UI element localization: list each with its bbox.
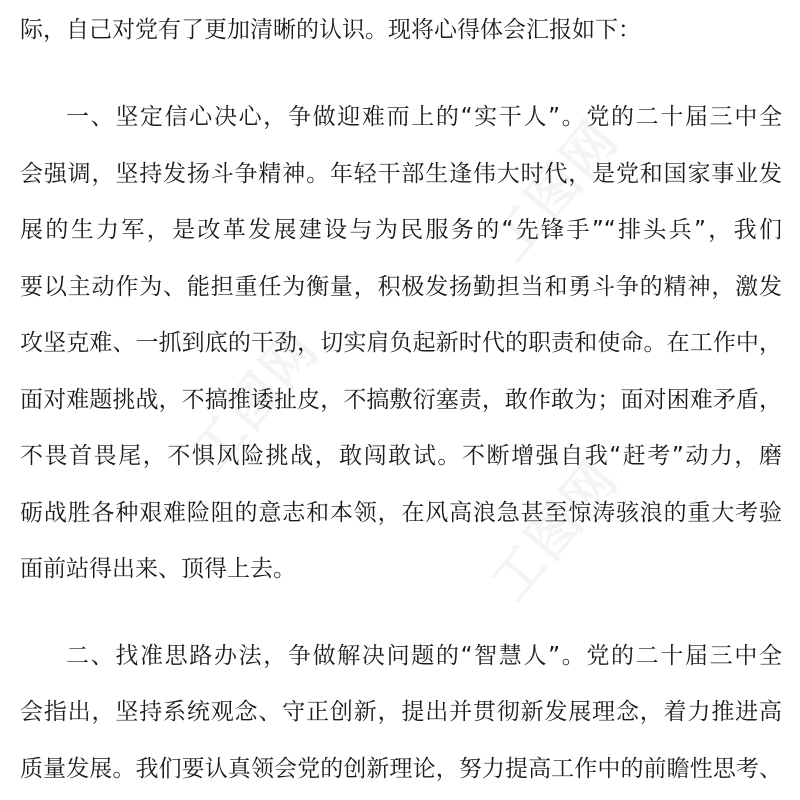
text-line: 攻坚克难、一抓到底的干劲，切实肩负起新时代的职责和使命。在工作中， [20,330,782,356]
text-line: 要以主动作为、能担重任为衡量，积极发扬勤担当和勇斗争的精神，激发 [20,274,782,300]
text-line: 面前站得出来、顶得上去。 [20,556,296,582]
watermark: 工图网 [480,109,631,273]
text-line: 不畏首畏尾，不惧风险挑战，敢闯敢试。不断增强自我“赶考”动力，磨 [20,443,782,469]
watermark: 工图网 [180,319,331,483]
paragraph-heading-line: 一、坚定信心决心，争做迎难而上的“实干人”。党的二十届三中全 [66,104,782,130]
text-line: 质量发展。我们要认真领会党的创新理论，努力提高工作中的前瞻性思考、 [20,756,782,782]
paragraph-heading-line: 二、找准思路办法，争做解决问题的“智慧人”。党的二十届三中全 [66,643,782,669]
text-line: 面对难题挑战，不搞推诿扯皮，不搞敷衍塞责，敢作敢为；面对困难矛盾， [20,387,782,413]
watermark: 工图网 [480,449,631,613]
text-line: 际，自己对党有了更加清晰的认识。现将心得体会汇报如下： [20,17,641,43]
text-line: 会强调，坚持发扬斗争精神。年轻干部生逢伟大时代，是党和国家事业发 [20,161,782,187]
text-line: 砺战胜各种艰难险阻的意志和本领，在风高浪急甚至惊涛骇浪的重大考验 [20,500,782,526]
text-line: 会指出，坚持系统观念、守正创新，提出并贯彻新发展理念，着力推进高 [20,699,782,725]
text-line: 展的生力军，是改革发展建设与为民服务的“先锋手”“排头兵”，我们 [20,217,782,243]
